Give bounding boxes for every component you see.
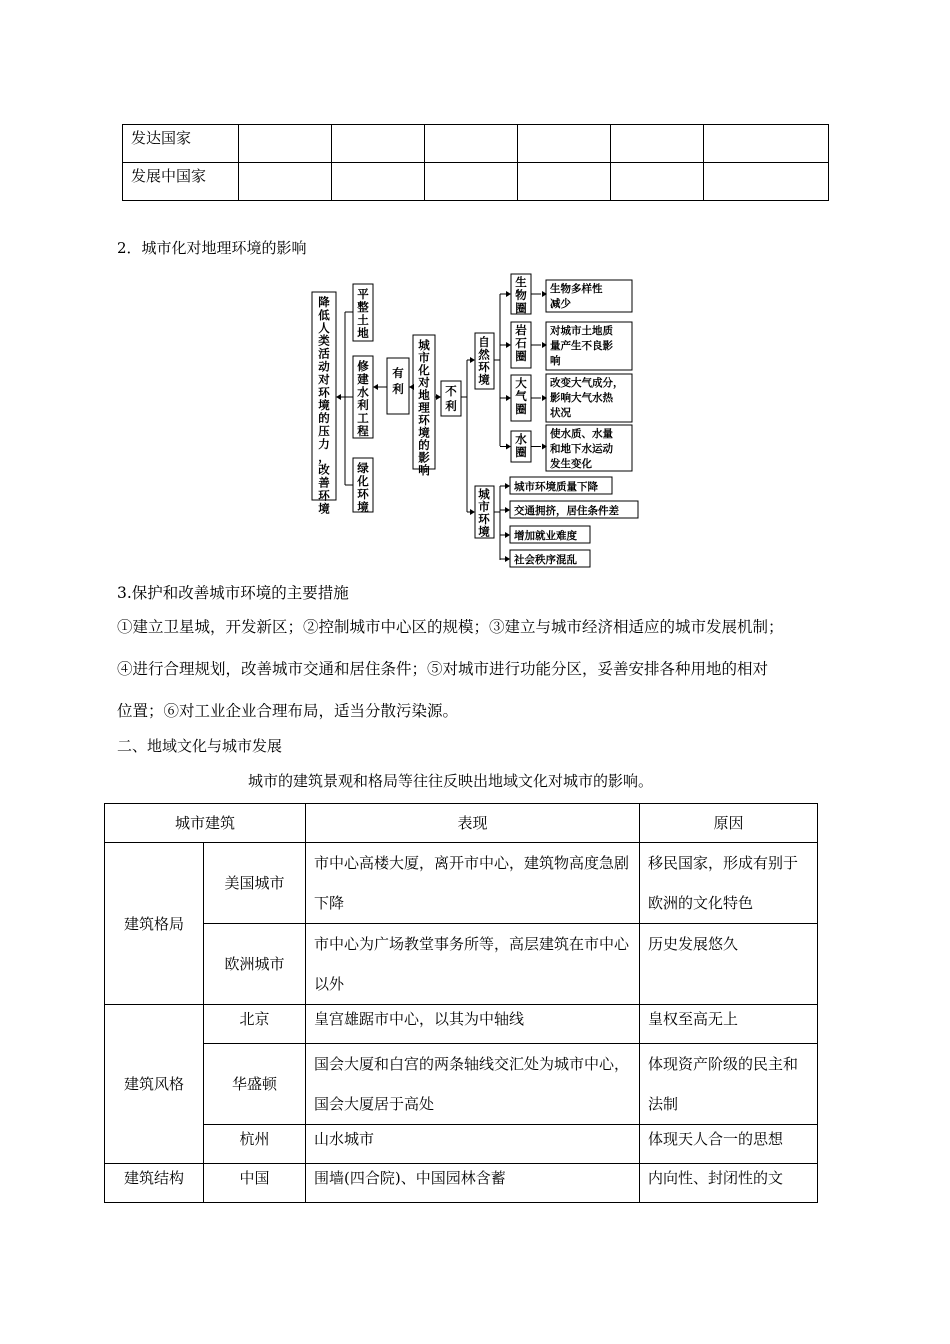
diagram-outcome-text: 低 <box>318 307 330 322</box>
diagram-outcome-text: 动 <box>318 359 330 374</box>
diagram-positive-text: 利 <box>392 382 404 396</box>
diagram-urban-text: 市 <box>478 499 490 514</box>
arrow-head <box>542 342 547 348</box>
performance-cell: 市中心为广场教堂事务所等，高层建筑在市中心以外 <box>306 924 640 1005</box>
diagram-measure-text: 平 <box>357 287 369 301</box>
diagram-sphere-box <box>511 375 531 421</box>
diagram-outcome-text: 类 <box>318 333 330 348</box>
table-row <box>123 163 829 201</box>
city-cell: 欧洲城市 <box>204 924 306 1005</box>
diagram-outcome-text: 人 <box>318 320 330 335</box>
reason-cell: 内向性、封闭性的文 <box>640 1164 818 1203</box>
diagram-measure-text: 修 <box>357 359 369 373</box>
diagram-urban-effect-box <box>510 550 590 567</box>
diagram-measure-box <box>353 356 373 438</box>
diagram-effect-text: 改变大气成分， <box>550 377 624 389</box>
diagram-outcome-text: 环 <box>318 385 330 400</box>
diagram-negative-text: 不 <box>445 384 457 398</box>
diagram-urban-text: 境 <box>478 524 490 539</box>
city-cell: 杭州 <box>204 1125 306 1164</box>
diagram-effect-text: 和地下水运动 <box>550 443 613 455</box>
diagram-effect-text: 影响大气水热 <box>550 392 613 404</box>
diagram-center-text: 市 <box>418 350 430 365</box>
diagram-measure-text: 建 <box>357 372 369 386</box>
header-reason: 原因 <box>640 804 818 843</box>
arrow-head <box>506 395 511 401</box>
diagram-center-box <box>413 335 435 469</box>
table-row <box>105 924 818 1005</box>
city-cell: 中国 <box>204 1164 306 1203</box>
measures-line-3: 位置；⑥对工业企业合理布局，适当分散污染源。 <box>117 702 459 720</box>
diagram-urban-effect-text: 社会秩序混乱 <box>514 554 577 566</box>
header-performance: 表现 <box>306 804 640 843</box>
diagram-sphere-box <box>511 431 531 462</box>
diagram-natural-box <box>475 333 494 389</box>
diagram-sphere-text: 圈 <box>515 445 527 459</box>
part-2-title: 二、地域文化与城市发展 <box>117 737 283 755</box>
diagram-sphere-text: 圈 <box>515 402 527 416</box>
diagram-outcome-text: 的 <box>318 411 330 426</box>
diagram-outcome-text: 压 <box>318 424 330 438</box>
row-label: 发展中国家 <box>123 163 239 201</box>
diagram-urban-effect-box <box>510 501 638 518</box>
diagram-effect-text: 生物多样性 <box>550 283 603 295</box>
city-cell: 北京 <box>204 1005 306 1044</box>
diagram-negative-box <box>441 381 461 416</box>
arrow-head <box>542 291 547 297</box>
diagram-outcome-text: 对 <box>318 372 330 387</box>
arrow-head <box>505 483 510 489</box>
diagram-center-text: 影 <box>418 450 430 465</box>
diagram-center-text: 地 <box>418 388 430 402</box>
diagram-negative-text: 利 <box>445 399 457 413</box>
diagram-outcome-text: 降 <box>318 295 330 309</box>
diagram-outcome-text: 环 <box>318 488 330 503</box>
group-style: 建筑风格 <box>105 1005 204 1164</box>
performance-cell: 国会大厦和白宫的两条轴线交汇处为城市中心，国会大厦居于高处 <box>306 1044 640 1125</box>
diagram-urban-text: 环 <box>478 512 490 526</box>
diagram-effect-box <box>546 374 632 422</box>
diagram-effect-text: 发生变化 <box>550 458 592 470</box>
development-table <box>122 124 829 201</box>
diagram-sphere-text: 岩 <box>515 323 527 337</box>
section-3-title: 3.保护和改善城市环境的主要措施 <box>117 584 349 602</box>
diagram-outcome-text: 善 <box>318 475 330 490</box>
diagram-measure-text: 绿 <box>357 461 369 475</box>
diagram-sphere-text: 水 <box>515 432 527 446</box>
arrow-head <box>505 507 510 513</box>
intro-sentence: 城市的建筑景观和格局等往往反映出地域文化对城市的影响。 <box>248 772 654 790</box>
arrow-head <box>506 291 511 297</box>
diagram-urban-text: 城 <box>478 487 490 501</box>
diagram-positive-text: 有 <box>392 366 404 380</box>
diagram-center-text: 响 <box>418 463 430 477</box>
diagram-effect-box <box>546 425 632 471</box>
diagram-effect-text: 对城市土地质 <box>550 325 613 337</box>
arrow-head <box>505 532 510 538</box>
diagram-measure-box <box>353 458 373 512</box>
diagram-outcome-text: ， <box>318 449 330 464</box>
diagram-sphere-text: 圈 <box>515 301 527 315</box>
architecture-table <box>104 803 818 1203</box>
diagram-sphere-text: 石 <box>515 336 527 350</box>
diagram-measure-text: 土 <box>357 313 369 327</box>
table-row <box>105 843 818 924</box>
arrow-head <box>506 342 511 348</box>
diagram-natural-text: 境 <box>478 372 490 387</box>
table-row <box>105 1044 818 1125</box>
diagram-center-text: 理 <box>418 400 430 415</box>
diagram-positive-box <box>387 358 409 414</box>
diagram-measure-text: 整 <box>357 300 369 314</box>
diagram-sphere-box <box>511 322 531 368</box>
diagram-sphere-text: 生 <box>515 275 527 289</box>
performance-cell: 市中心高楼大厦，离开市中心，建筑物高度急剧下降 <box>306 843 640 924</box>
diagram-center-text: 化 <box>418 363 430 377</box>
performance-cell: 围墙(四合院)、中国园林含蓄 <box>306 1164 640 1203</box>
reason-cell: 历史发展悠久 <box>640 924 818 1005</box>
diagram-effect-text: 状况 <box>550 407 571 419</box>
table-row <box>123 125 829 163</box>
table-header-row <box>105 804 818 843</box>
arrow-head <box>542 395 547 401</box>
diagram-effect-text: 响 <box>550 355 561 367</box>
arrow-head <box>336 394 341 400</box>
reason-cell: 移民国家，形成有别于欧洲的文化特色 <box>640 843 818 924</box>
diagram-center-text: 境 <box>418 425 430 440</box>
table-row <box>105 1164 818 1203</box>
diagram-natural-text: 环 <box>478 360 490 374</box>
diagram-center-text: 对 <box>418 375 430 390</box>
diagram-effect-text: 减少 <box>550 298 571 310</box>
reason-cell: 体现天人合一的思想 <box>640 1125 818 1164</box>
arrow-head <box>470 509 475 515</box>
diagram-measure-text: 工 <box>357 411 369 425</box>
arrow-head <box>470 357 475 363</box>
diagram-effect-box <box>546 280 632 312</box>
diagram-center-text: 环 <box>418 413 430 427</box>
diagram-natural-text: 自 <box>478 335 490 349</box>
diagram-outcome-text: 境 <box>318 398 330 413</box>
diagram-measure-text: 化 <box>357 474 369 488</box>
header-building: 城市建筑 <box>105 804 306 843</box>
table-row <box>105 1125 818 1164</box>
arrow-head <box>373 384 378 390</box>
arrow-head <box>436 394 441 400</box>
diagram-urban-effect-text: 交通拥挤，居住条件差 <box>514 505 619 517</box>
arrow-head <box>542 444 547 450</box>
diagram-natural-text: 然 <box>478 347 490 362</box>
group-structure: 建筑结构 <box>105 1164 204 1203</box>
diagram-sphere-text: 大 <box>515 376 527 390</box>
diagram-measure-text: 利 <box>357 398 369 412</box>
diagram-effect-box <box>546 322 632 370</box>
diagram-effect-text: 量产生不良影 <box>550 340 613 352</box>
city-cell: 美国城市 <box>204 843 306 924</box>
diagram-measure-text: 境 <box>357 500 369 514</box>
measures-line-1: ①建立卫星城，开发新区；②控制城市中心区的规模；③建立与城市经济相适应的城市发展机制； <box>117 618 784 636</box>
diagram-urban-effect-text: 城市环境质量下降 <box>514 481 598 493</box>
diagram-outcome-text: 改 <box>318 462 330 477</box>
row-label: 发达国家 <box>123 125 239 163</box>
reason-cell: 体现资产阶级的民主和法制 <box>640 1044 818 1125</box>
diagram-urban-effect-text: 增加就业难度 <box>514 530 577 542</box>
city-cell: 华盛顿 <box>204 1044 306 1125</box>
arrow-head <box>506 444 511 450</box>
section-2-title: 2．城市化对地理环境的影响 <box>117 239 307 257</box>
diagram-effect-text: 使水质、水量 <box>550 428 613 440</box>
arrow-head <box>409 384 414 390</box>
diagram-urban-effect-box <box>510 477 612 494</box>
diagram-urban-effect-box <box>510 526 590 543</box>
performance-cell: 山水城市 <box>306 1125 640 1164</box>
reason-cell: 皇权至高无上 <box>640 1005 818 1044</box>
diagram-sphere-text: 圈 <box>515 349 527 363</box>
diagram-center-text: 城 <box>418 338 430 352</box>
table-row <box>105 1005 818 1044</box>
diagram-outcome-text: 活 <box>318 346 330 361</box>
diagram-outcome-box <box>312 292 336 500</box>
diagram-measure-text: 地 <box>357 326 369 340</box>
diagram-center-text: 的 <box>418 438 430 452</box>
diagram-measure-text: 程 <box>357 424 369 438</box>
diagram-sphere-text: 物 <box>515 288 527 302</box>
diagram-sphere-text: 气 <box>515 389 527 403</box>
diagram-sphere-box <box>511 274 531 314</box>
measures-line-2: ④进行合理规划，改善城市交通和居住条件；⑤对城市进行功能分区，妥善安排各种用地的相对 <box>117 660 769 678</box>
diagram-measure-text: 水 <box>357 385 369 399</box>
group-layout: 建筑格局 <box>105 843 204 1005</box>
diagram-outcome-text: 力 <box>318 436 330 451</box>
diagram-outcome-text: 境 <box>318 501 330 516</box>
diagram-measure-box <box>353 284 373 341</box>
performance-cell: 皇宫雄踞市中心，以其为中轴线 <box>306 1005 640 1044</box>
diagram-measure-text: 环 <box>357 487 369 501</box>
diagram-urban-box <box>475 486 494 538</box>
arrow-head <box>505 556 510 562</box>
